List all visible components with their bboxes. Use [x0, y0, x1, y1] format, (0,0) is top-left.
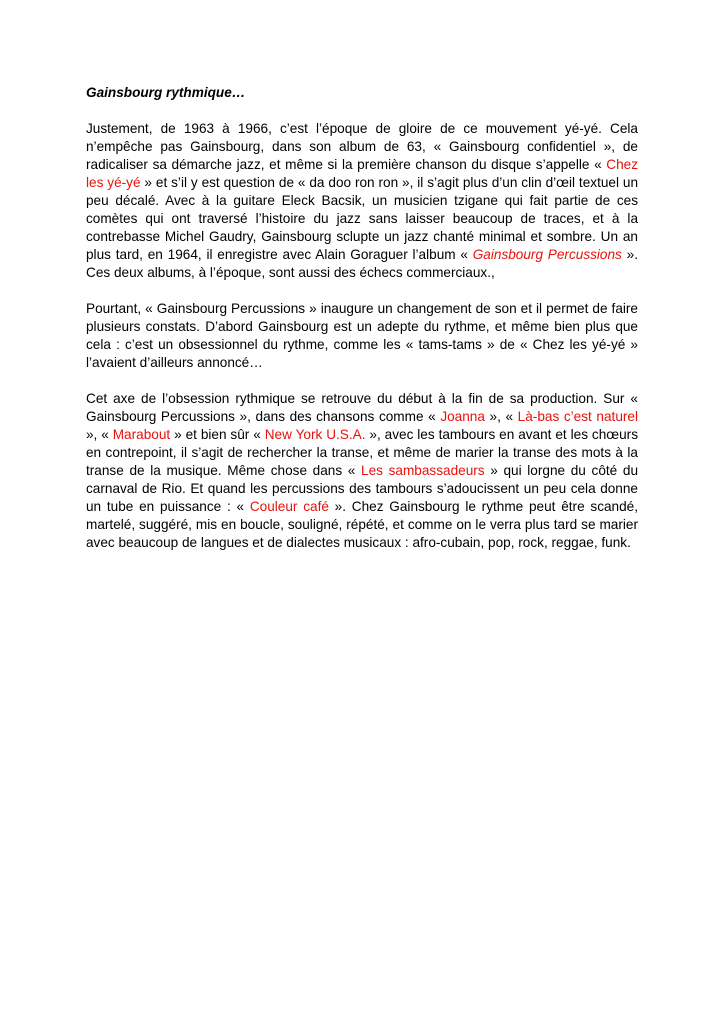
link-chez-les-ye-ye[interactable]: Chez les yé-yé [86, 157, 638, 190]
link-new-york-usa[interactable]: New York U.S.A. [264, 427, 366, 442]
paragraph-2: Pourtant, « Gainsbourg Percussions » inaugure un changement de son et il permet de faire plusieurs constats. D’abord Gainsbourg est un adepte du rythme, et même bien plus que cela : c’est un obsessionnel du rythme, comme les « tams-tams » de « Chez les yé-yé » l’avaient d’ailleurs annoncé… [86, 301, 638, 370]
paragraph-3-text-7: ». Chez Gainsbourg le rythme peut être scandé, martelé, suggéré, mis en boucle, souligné, répété, et comme on le verra plus tard se marier avec beaucoup de langues et de dialectes musicaux : afro-cubain, pop, rock, reggae, funk. [86, 499, 639, 550]
paragraph-3-text-4: » et bien sûr « [170, 427, 265, 442]
paragraph-3-text-1: Cet axe de l’obsession rythmique se retrouve du début à la fin de sa production. Sur « Gainsbourg Percussions », dans des chansons comme « [86, 391, 638, 424]
link-couleur-cafe[interactable]: Couleur café [249, 499, 329, 514]
paragraph-3-text-2: », « [484, 409, 518, 424]
link-gainsbourg-percussions[interactable]: Gainsbourg Percussions [472, 247, 622, 262]
link-la-bas-cest-naturel[interactable]: Là-bas c’est naturel [517, 409, 638, 424]
link-les-sambassadeurs[interactable]: Les sambassadeurs [361, 463, 485, 478]
paragraph-1-text-1: Justement, de 1963 à 1966, c’est l’époque de gloire de ce mouvement yé-yé. Cela n’empêche pas Gainsbourg, dans son album de 63, « Gainsbourg confidentiel », de radicaliser sa démarche jazz, et même si la première chanson du disque s’appelle « [86, 121, 638, 172]
link-marabout[interactable]: Marabout [112, 427, 171, 442]
link-joanna[interactable]: Joanna [440, 409, 485, 424]
paragraph-3-text-6: » qui lorgne du côté du carnaval de Rio. Et quand les percussions des tambours s’adoucissent un peu cela donne un tube en puissance : « [86, 463, 639, 514]
paragraph-1-text-3: ». Ces deux albums, à l’époque, sont aussi des échecs commerciaux., [86, 247, 638, 280]
document-page [86, 84, 638, 570]
section-heading: Gainsbourg rythmique… [86, 85, 246, 100]
paragraph-1 [86, 120, 638, 282]
paragraph-1-text-2: » et s’il y est question de « da doo ron ron », il s’agit plus d’un clin d’œil textuel un peu décalé. Avec à la guitare Eleck Bacsik, un musicien tzigane qui fait partie de ces comètes qui ont traversé l’histoire du jazz sans laisser beaucoup de traces, et à la contrebasse Michel Gaudry, Gainsbourg sclupte un jazz chanté minimal et sombre. Un an plus tard, en 1964, il enregistre avec Alain Goraguer l’album « [86, 175, 639, 262]
paragraph-3-text-5: », avec les tambours en avant et les chœurs en contrepoint, il s’agit de rechercher la transe, et même de marier la transe des mots à la transe de la musique. Même chose dans « [86, 427, 638, 478]
paragraph-3 [86, 390, 638, 552]
paragraph-3-text-3: », « [86, 427, 113, 442]
